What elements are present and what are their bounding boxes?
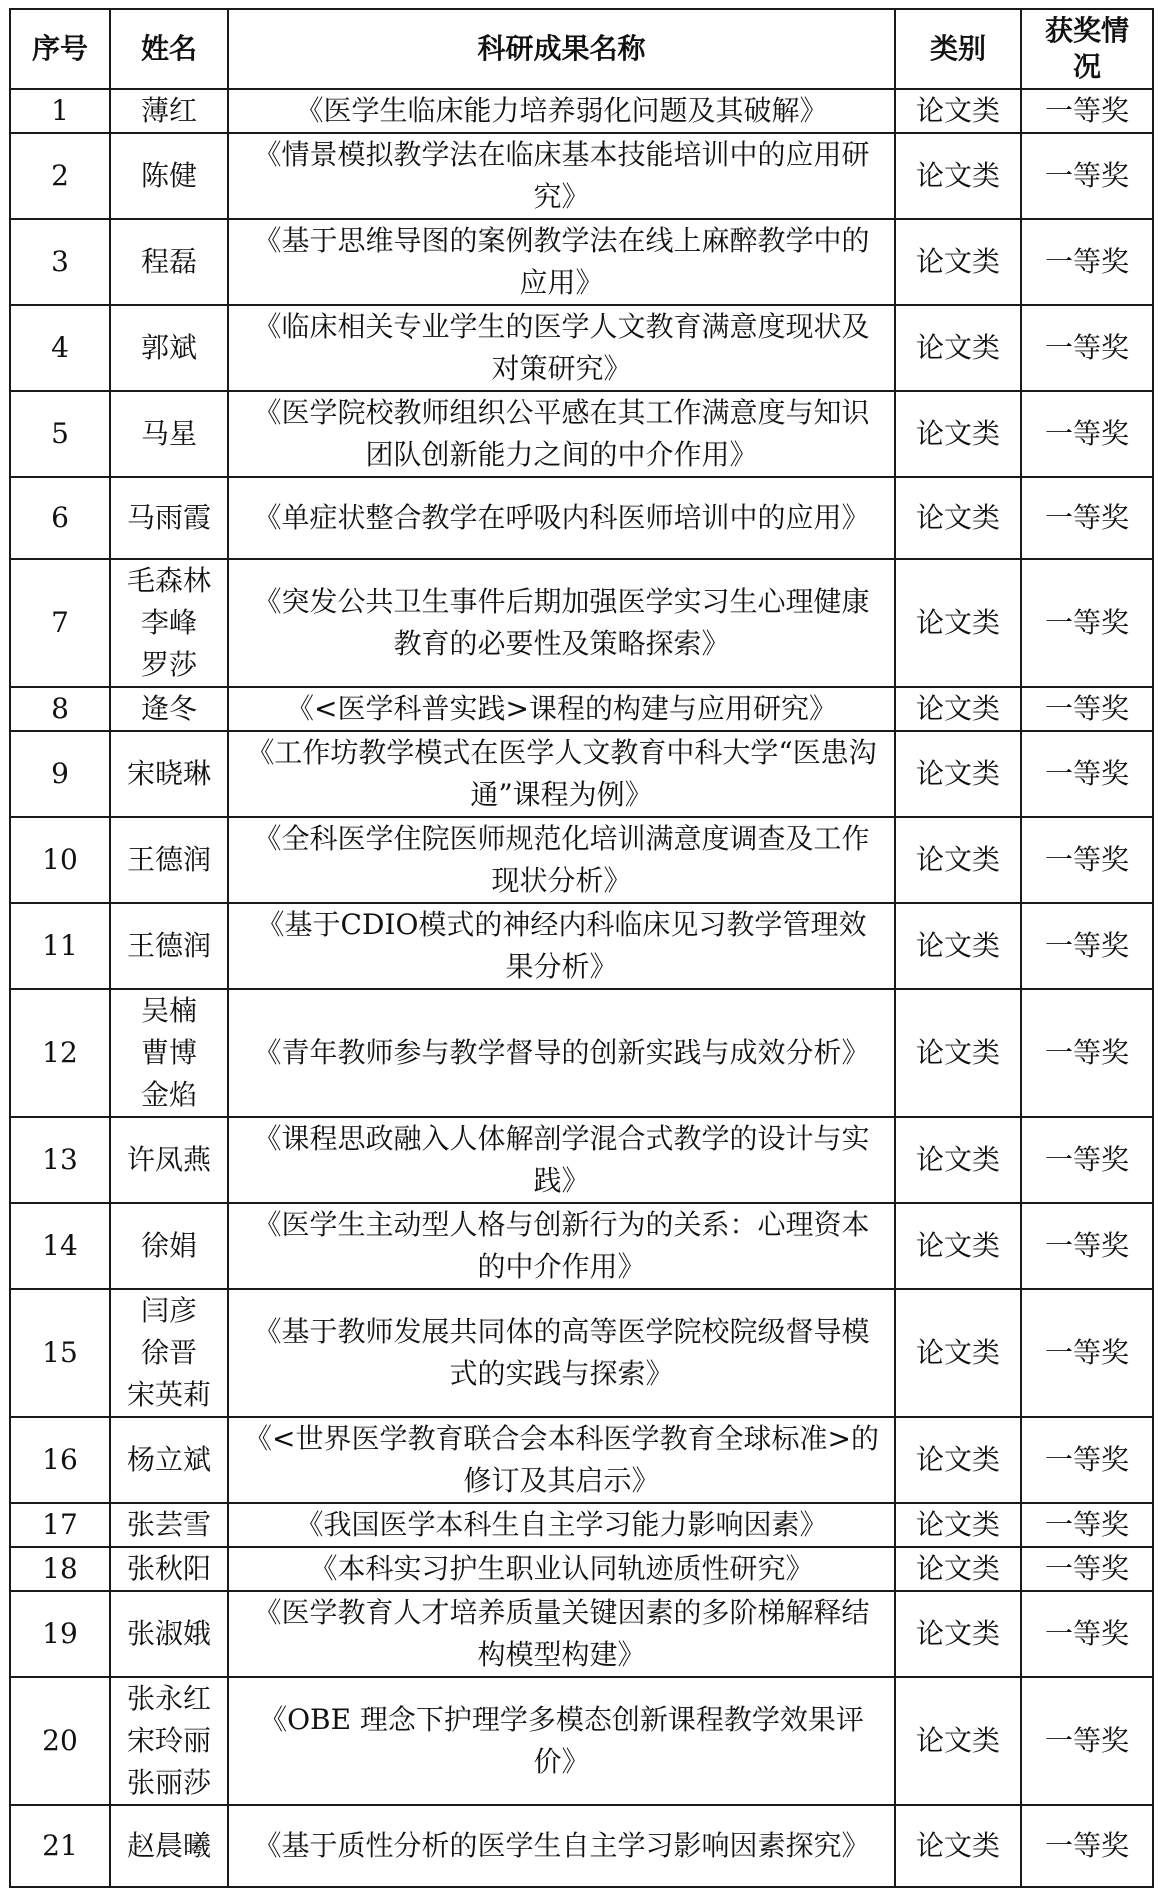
cell-title: 《突发公共卫生事件后期加强医学实习生心理健康教育的必要性及策略探索》	[228, 559, 895, 687]
cell-title: 《工作坊教学模式在医学人文教育中科大学“医患沟通”课程为例》	[228, 731, 895, 817]
cell-category: 论文类	[895, 1417, 1021, 1503]
cell-category: 论文类	[895, 133, 1021, 219]
table-row	[10, 89, 1153, 133]
cell-title: 《医学生临床能力培养弱化问题及其破解》	[228, 89, 895, 133]
cell-name	[110, 219, 228, 305]
cell-title: 《医学生主动型人格与创新行为的关系：心理资本的中介作用》	[228, 1203, 895, 1289]
cell-no: 20	[10, 1677, 110, 1805]
cell-name	[110, 687, 228, 731]
header-name: 姓名	[110, 9, 228, 89]
cell-name	[110, 391, 228, 477]
table-row	[10, 477, 1153, 559]
cell-title: 《课程思政融入人体解剖学混合式教学的设计与实践》	[228, 1117, 895, 1203]
cell-award: 一等奖	[1021, 1503, 1153, 1547]
cell-award: 一等奖	[1021, 731, 1153, 817]
cell-no: 6	[10, 477, 110, 559]
cell-award: 一等奖	[1021, 89, 1153, 133]
table-row	[10, 305, 1153, 391]
cell-no: 18	[10, 1547, 110, 1591]
cell-award: 一等奖	[1021, 817, 1153, 903]
cell-title: 《基于教师发展共同体的高等医学院校院级督导模式的实践与探索》	[228, 1289, 895, 1417]
cell-category: 论文类	[895, 219, 1021, 305]
cell-no: 1	[10, 89, 110, 133]
author-name: 徐娟	[140, 1229, 197, 1262]
author-name: 杨立斌	[126, 1443, 211, 1476]
cell-title: 《医学教育人才培养质量关键因素的多阶梯解释结构模型构建》	[228, 1591, 895, 1677]
author-name: 张秋阳	[126, 1552, 211, 1585]
table-body	[10, 89, 1153, 1887]
author-name: 王德润	[126, 843, 211, 876]
author-name: 曹博	[140, 1036, 197, 1069]
cell-no: 19	[10, 1591, 110, 1677]
cell-title: 《OBE 理念下护理学多模态创新课程教学效果评价》	[228, 1677, 895, 1805]
author-name: 薄红	[140, 94, 197, 127]
cell-award: 一等奖	[1021, 305, 1153, 391]
cell-name	[110, 903, 228, 989]
cell-award: 一等奖	[1021, 391, 1153, 477]
table-row	[10, 391, 1153, 477]
cell-title: 《全科医学住院医师规范化培训满意度调查及工作现状分析》	[228, 817, 895, 903]
cell-category: 论文类	[895, 559, 1021, 687]
author-name: 张淑娥	[126, 1617, 211, 1650]
cell-no: 7	[10, 559, 110, 687]
cell-award: 一等奖	[1021, 1289, 1153, 1417]
cell-category: 论文类	[895, 1547, 1021, 1591]
cell-no: 15	[10, 1289, 110, 1417]
cell-no: 17	[10, 1503, 110, 1547]
cell-title: 《本科实习护生职业认同轨迹质性研究》	[228, 1547, 895, 1591]
cell-name	[110, 1503, 228, 1547]
cell-category: 论文类	[895, 1289, 1021, 1417]
table-row	[10, 989, 1153, 1117]
cell-category: 论文类	[895, 477, 1021, 559]
cell-no: 11	[10, 903, 110, 989]
author-name: 王德润	[126, 929, 211, 962]
author-name: 马雨霞	[126, 501, 211, 534]
table-row	[10, 903, 1153, 989]
cell-name	[110, 89, 228, 133]
cell-name	[110, 989, 228, 1117]
cell-name	[110, 1417, 228, 1503]
author-name: 李峰	[140, 606, 197, 639]
header-title: 科研成果名称	[228, 9, 895, 89]
author-name: 毛森林	[126, 564, 211, 597]
header-no: 序号	[10, 9, 110, 89]
table-row	[10, 219, 1153, 305]
cell-name	[110, 1547, 228, 1591]
cell-award: 一等奖	[1021, 559, 1153, 687]
cell-name	[110, 477, 228, 559]
cell-award: 一等奖	[1021, 1203, 1153, 1289]
cell-title: 《我国医学本科生自主学习能力影响因素》	[228, 1503, 895, 1547]
cell-title: 《青年教师参与教学督导的创新实践与成效分析》	[228, 989, 895, 1117]
cell-title: 《单症状整合教学在呼吸内科医师培训中的应用》	[228, 477, 895, 559]
cell-award: 一等奖	[1021, 687, 1153, 731]
cell-award: 一等奖	[1021, 1805, 1153, 1887]
author-name: 郭斌	[140, 331, 197, 364]
cell-title: 《基于思维导图的案例教学法在线上麻醉教学中的应用》	[228, 219, 895, 305]
cell-title: 《情景模拟教学法在临床基本技能培训中的应用研究》	[228, 133, 895, 219]
cell-title: 《<世界医学教育联合会本科医学教育全球标准>的修订及其启示》	[228, 1417, 895, 1503]
cell-name	[110, 133, 228, 219]
author-name: 张芸雪	[126, 1508, 211, 1541]
cell-award: 一等奖	[1021, 1591, 1153, 1677]
table-row	[10, 1591, 1153, 1677]
table-row	[10, 687, 1153, 731]
cell-name	[110, 305, 228, 391]
cell-name	[110, 817, 228, 903]
author-name: 逄冬	[140, 692, 197, 725]
cell-category: 论文类	[895, 687, 1021, 731]
header-row	[10, 9, 1153, 89]
cell-name	[110, 1677, 228, 1805]
cell-award: 一等奖	[1021, 1547, 1153, 1591]
author-name: 马星	[140, 417, 197, 450]
author-name: 宋晓琳	[126, 757, 211, 790]
award-table	[9, 8, 1154, 1888]
cell-category: 论文类	[895, 1805, 1021, 1887]
author-name: 闫彦	[140, 1294, 197, 1327]
cell-title: 《基于质性分析的医学生自主学习影响因素探究》	[228, 1805, 895, 1887]
cell-category: 论文类	[895, 391, 1021, 477]
table-row	[10, 559, 1153, 687]
author-name: 程磊	[140, 245, 197, 278]
cell-no: 4	[10, 305, 110, 391]
cell-name	[110, 1117, 228, 1203]
cell-award: 一等奖	[1021, 219, 1153, 305]
header-award: 获奖情况	[1021, 9, 1153, 89]
cell-name	[110, 1203, 228, 1289]
cell-no: 9	[10, 731, 110, 817]
cell-no: 12	[10, 989, 110, 1117]
table-row	[10, 1417, 1153, 1503]
table-row	[10, 1547, 1153, 1591]
award-table-container	[9, 8, 1154, 1888]
author-name: 罗莎	[140, 648, 197, 681]
table-header	[10, 9, 1153, 89]
author-name: 徐晋	[140, 1336, 197, 1369]
author-name: 吴楠	[140, 994, 197, 1027]
cell-category: 论文类	[895, 817, 1021, 903]
cell-category: 论文类	[895, 1503, 1021, 1547]
cell-no: 5	[10, 391, 110, 477]
cell-award: 一等奖	[1021, 989, 1153, 1117]
cell-category: 论文类	[895, 1677, 1021, 1805]
cell-category: 论文类	[895, 1117, 1021, 1203]
cell-category: 论文类	[895, 305, 1021, 391]
table-row	[10, 1503, 1153, 1547]
cell-award: 一等奖	[1021, 133, 1153, 219]
table-row	[10, 1677, 1153, 1805]
table-row	[10, 1805, 1153, 1887]
table-row	[10, 1117, 1153, 1203]
cell-no: 14	[10, 1203, 110, 1289]
cell-category: 论文类	[895, 903, 1021, 989]
header-category: 类别	[895, 9, 1021, 89]
cell-name	[110, 1591, 228, 1677]
cell-category: 论文类	[895, 731, 1021, 817]
cell-award: 一等奖	[1021, 1677, 1153, 1805]
cell-name	[110, 1805, 228, 1887]
cell-no: 16	[10, 1417, 110, 1503]
table-row	[10, 817, 1153, 903]
author-name: 许凤燕	[126, 1143, 211, 1176]
table-row	[10, 1203, 1153, 1289]
author-name: 金焰	[140, 1078, 197, 1111]
author-name: 赵晨曦	[126, 1829, 211, 1862]
cell-title: 《<医学科普实践>课程的构建与应用研究》	[228, 687, 895, 731]
cell-title: 《临床相关专业学生的医学人文教育满意度现状及对策研究》	[228, 305, 895, 391]
author-name: 张永红	[126, 1682, 211, 1715]
cell-award: 一等奖	[1021, 1117, 1153, 1203]
cell-award: 一等奖	[1021, 1417, 1153, 1503]
cell-category: 论文类	[895, 989, 1021, 1117]
cell-no: 3	[10, 219, 110, 305]
author-name: 宋玲丽	[126, 1724, 211, 1757]
cell-award: 一等奖	[1021, 477, 1153, 559]
cell-title: 《基于CDIO模式的神经内科临床见习教学管理效果分析》	[228, 903, 895, 989]
cell-award: 一等奖	[1021, 903, 1153, 989]
cell-category: 论文类	[895, 1591, 1021, 1677]
cell-no: 8	[10, 687, 110, 731]
author-name: 陈健	[140, 159, 197, 192]
table-row	[10, 731, 1153, 817]
cell-no: 13	[10, 1117, 110, 1203]
cell-name	[110, 731, 228, 817]
cell-title: 《医学院校教师组织公平感在其工作满意度与知识团队创新能力之间的中介作用》	[228, 391, 895, 477]
table-row	[10, 1289, 1153, 1417]
author-name: 宋英莉	[126, 1378, 211, 1411]
cell-name	[110, 559, 228, 687]
table-row	[10, 133, 1153, 219]
cell-no: 10	[10, 817, 110, 903]
cell-no: 2	[10, 133, 110, 219]
cell-name	[110, 1289, 228, 1417]
cell-no: 21	[10, 1805, 110, 1887]
author-name: 张丽莎	[126, 1766, 211, 1799]
cell-category: 论文类	[895, 89, 1021, 133]
cell-category: 论文类	[895, 1203, 1021, 1289]
